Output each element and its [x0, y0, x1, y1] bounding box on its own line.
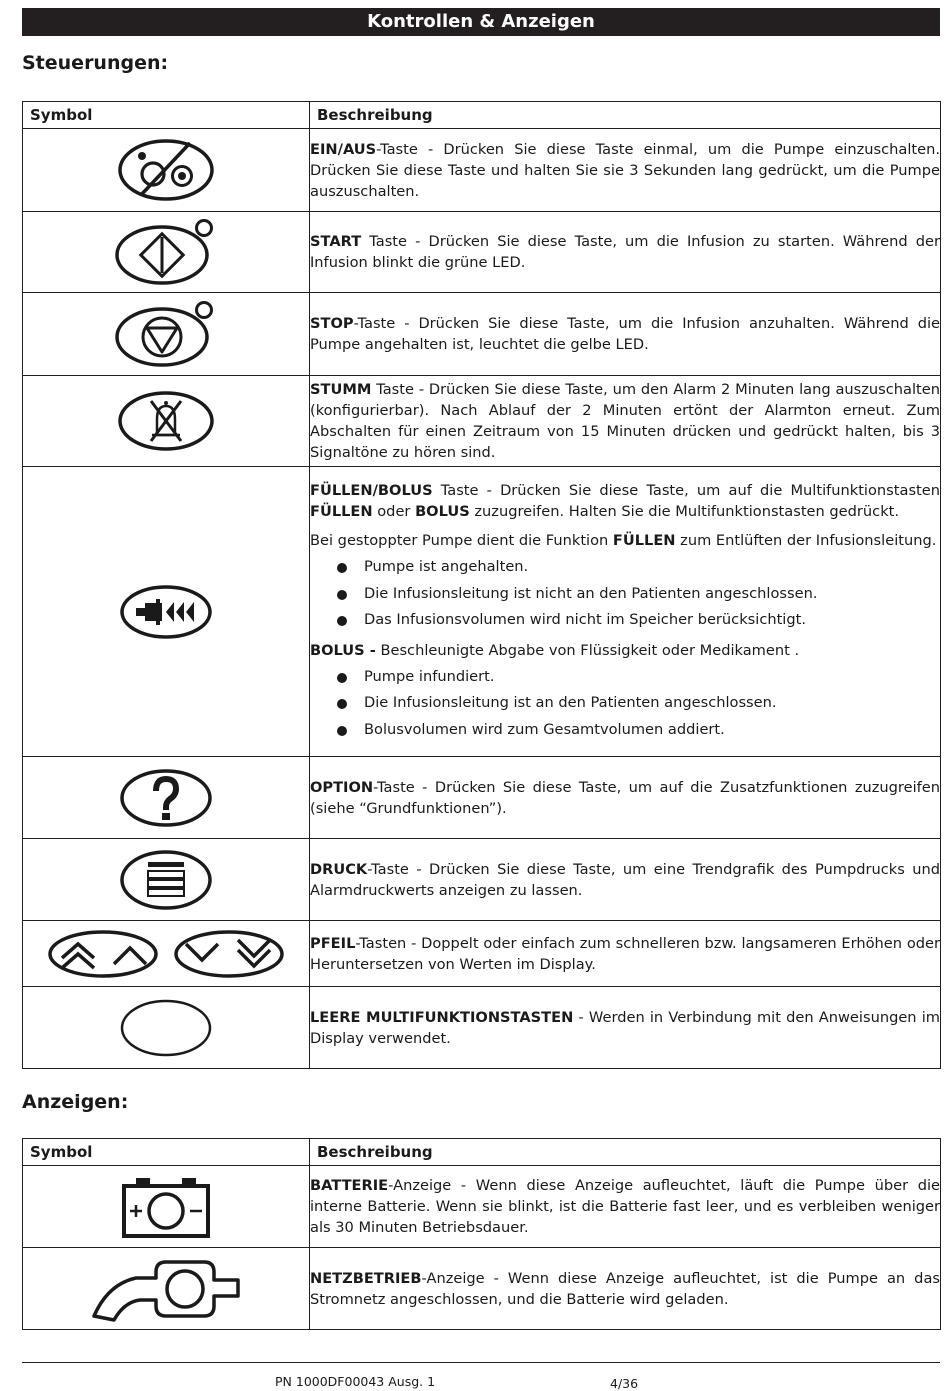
table-row — [23, 293, 941, 376]
list-item: Die Infusionsleitung ist nicht an den Patienten angeschlossen. — [310, 581, 940, 608]
row-name: EIN/AUS — [310, 140, 377, 158]
mains-plug-indicator-icon — [86, 1254, 246, 1324]
page-title: Kontrollen & Anzeigen — [22, 8, 940, 36]
list-item: Das Infusionsvolumen wird nicht im Speicher berücksichtigt. — [310, 607, 940, 634]
fill-intro: Bei gestoppter Pumpe dient die Funktion — [310, 532, 613, 549]
row-text: - Werden in Verbindung mit den Anweisungen im Display verwendet. — [310, 1008, 940, 1047]
bold-word: BOLUS — [415, 503, 470, 520]
row-text: Taste - Drücken Sie diese Taste, um auf die Multifunktionstasten — [432, 482, 940, 499]
fill-rest: zum Entlüften der Infusionsleitung. — [675, 532, 937, 549]
row-name: STUMM — [310, 381, 372, 398]
table-row — [23, 376, 941, 467]
controls-col-symbol: Symbol — [23, 102, 310, 129]
list-item: Pumpe ist angehalten. — [310, 554, 940, 581]
row-text: -Anzeige - Wenn diese Anzeige aufleuchtet, ist die Pumpe an das Stromnetz angeschlossen, und die Batterie wird geladen. — [310, 1269, 940, 1308]
bold-word: BOLUS - — [310, 641, 376, 659]
bold-word: FÜLLEN — [310, 503, 373, 520]
controls-heading: Steuerungen: — [22, 52, 169, 74]
bolus-rest: Beschleunigte Abgabe von Flüssigkeit oder Medikament . — [375, 641, 800, 659]
row-text: Taste - Drücken Sie diese Taste, um die Infusion zu starten. Während der Infusion blinkt die grüne LED. — [310, 233, 940, 271]
row-text: -Tasten - Doppelt oder einfach zum schnelleren bzw. langsameren Erhöhen oder Heruntersetzen von Werten im Display. — [310, 934, 940, 973]
stop-button-icon — [114, 299, 218, 369]
row-name: STOP — [310, 315, 354, 332]
list-item: Bolusvolumen wird zum Gesamtvolumen addiert. — [310, 717, 940, 744]
bold-word: FÜLLEN — [612, 532, 676, 549]
table-row — [23, 1248, 941, 1330]
bolus-list — [310, 664, 940, 744]
power-button-icon — [116, 137, 216, 203]
table-row — [23, 757, 941, 839]
indicators-col-description: Beschreibung — [310, 1139, 941, 1166]
controls-col-description: Beschreibung — [310, 102, 941, 129]
table-row — [23, 1166, 941, 1248]
row-text: zuzugreifen. Halten Sie die Multifunktionstasten gedrückt. — [469, 503, 900, 520]
row-text: oder — [372, 503, 416, 520]
row-text: -Taste - Drücken Sie diese Taste, um die Infusion anzuhalten. Während die Pumpe angehalten ist, leuchtet die gelbe LED. — [310, 315, 940, 353]
row-text: Taste - Drücken Sie diese Taste, um den Alarm 2 Minuten lang auszuschalten (konfigurierbar). Nach Ablauf der 2 Minuten ertönt der Alarmton erneut. Zum Abschalten für einen Zeitraum von 15 Minuten drücken und gedrückt halten, bis 3 Signaltöne zu hören sind. — [310, 381, 940, 461]
table-row — [23, 212, 941, 293]
table-row — [23, 921, 941, 987]
controls-table — [22, 101, 941, 1069]
table-row — [23, 467, 941, 757]
start-button-icon — [114, 217, 218, 287]
arrow-buttons-icon — [46, 928, 286, 980]
row-text: -Anzeige - Wenn diese Anzeige aufleuchtet, läuft die Pumpe über die interne Batterie. Wenn sie blinkt, ist die Batterie fast leer, und es verbleiben weniger als 30 Minuten Betriebsdauer. — [310, 1177, 940, 1236]
row-name: LEERE MULTIFUNKTIONSTASTEN — [310, 1008, 574, 1026]
pressure-button-icon — [118, 848, 214, 912]
battery-indicator-icon — [118, 1174, 214, 1240]
list-item: Die Infusionsleitung ist an den Patienten angeschlossen. — [310, 690, 940, 717]
footer-part-number: PN 1000DF00043 Ausg. 1 — [275, 1374, 436, 1389]
list-item: Pumpe infundiert. — [310, 664, 940, 691]
footer-divider — [22, 1362, 940, 1363]
row-name: START — [310, 233, 362, 250]
mute-button-icon — [116, 389, 216, 453]
row-text: -Taste - Drücken Sie diese Taste, um auf die Zusatzfunktionen zuzugreifen (siehe “Grundfunktionen”). — [310, 778, 940, 817]
indicators-col-symbol: Symbol — [23, 1139, 310, 1166]
row-name: OPTION — [310, 778, 374, 796]
row-name: NETZBETRIEB — [310, 1269, 422, 1287]
fill-bolus-button-icon — [118, 583, 214, 641]
row-name: FÜLLEN/BOLUS — [310, 482, 433, 499]
table-row — [23, 987, 941, 1069]
row-text: -Taste - Drücken Sie diese Taste einmal, um die Pumpe einzuschalten. Drücken Sie diese Taste und halten Sie sie 3 Sekunden lang gedrückt, um die Pumpe auszuschalten. — [310, 140, 940, 200]
fill-list — [310, 554, 940, 634]
table-row — [23, 839, 941, 921]
blank-softkey-icon — [118, 997, 214, 1059]
footer-page-number: 4/36 — [610, 1376, 639, 1391]
option-button-icon — [118, 767, 214, 829]
indicators-heading: Anzeigen: — [22, 1091, 129, 1113]
row-name: BATTERIE — [310, 1177, 389, 1194]
table-row — [23, 129, 941, 212]
row-text: -Taste - Drücken Sie diese Taste, um eine Trendgrafik des Pumpdrucks und Alarmdruckwerts anzeigen zu lassen. — [310, 860, 940, 899]
row-name: DRUCK — [310, 860, 368, 878]
row-name: PFEIL — [310, 934, 356, 952]
indicators-table — [22, 1138, 941, 1330]
